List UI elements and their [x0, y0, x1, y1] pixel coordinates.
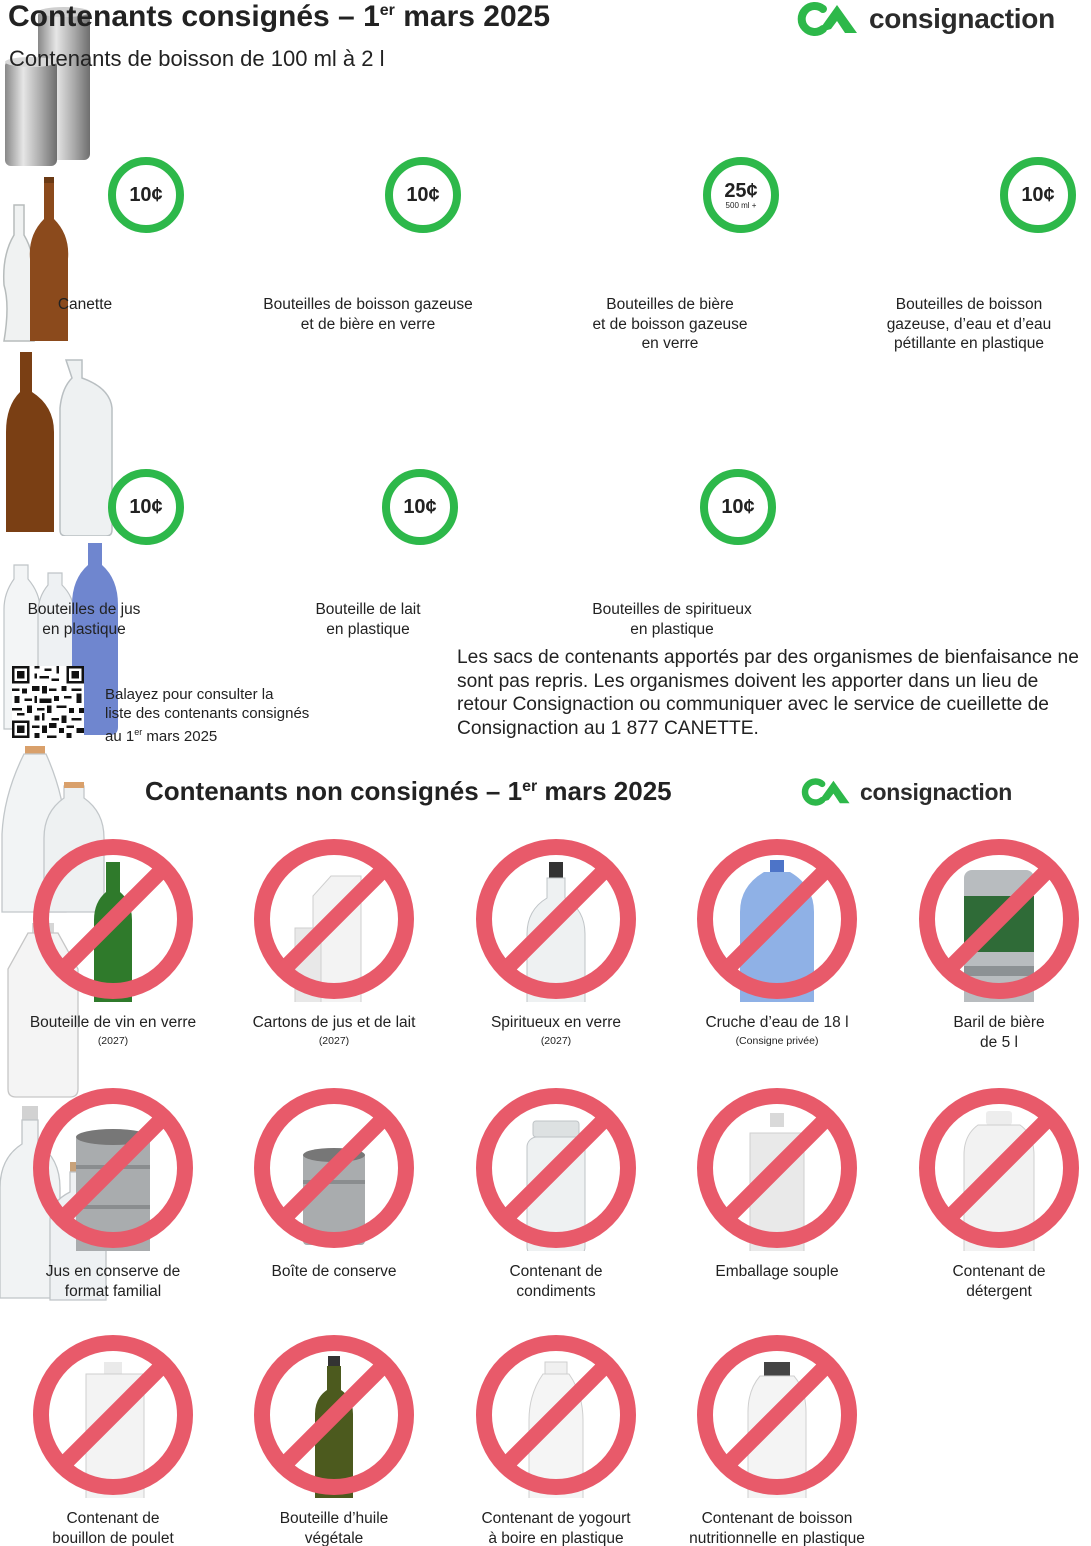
deposit-item-spirits-bottles: 10¢ Bouteilles de spiritueux en plastique [0, 1104, 1091, 1309]
non-deposit-label [884, 1262, 1091, 1301]
non-deposit-label [0, 1509, 228, 1546]
wine-bottle-icon [30, 836, 196, 1002]
label-note: (2027) [97, 1034, 129, 1047]
consignaction-logo-icon [798, 777, 856, 807]
label-line: Bouteille d’huile [279, 1510, 389, 1527]
no-deposit-symbol [251, 1332, 417, 1498]
page-subtitle: Contenants de boisson de 100 ml à 2 l [9, 46, 385, 71]
no-deposit-symbol [30, 836, 196, 1002]
brand-logo-secondary: consignaction [798, 777, 1012, 807]
deposit-amount-badge: 10¢ [700, 469, 776, 545]
no-deposit-symbol [251, 836, 417, 1002]
deposit-amount-badge: 10¢ [382, 469, 458, 545]
water-jug-icon [694, 836, 860, 1002]
label-line: format familial [64, 1282, 162, 1300]
brand-logo: consignaction [793, 1, 1055, 37]
yogurt-bottle-icon [473, 1332, 639, 1498]
qr-code[interactable] [12, 666, 84, 738]
non-deposit-label [219, 1262, 449, 1282]
non-deposit-label [0, 1262, 228, 1301]
broth-carton-icon [30, 1332, 196, 1498]
no-deposit-symbol [473, 1085, 639, 1251]
label-note: (Consigne privée) [735, 1034, 819, 1047]
non-deposit-label [0, 1013, 228, 1049]
no-deposit-symbol [30, 1085, 196, 1251]
label-line: Contenant de [952, 1263, 1046, 1280]
non-deposit-label [662, 1013, 892, 1049]
label-line: Cruche d’eau de 18 l [705, 1014, 849, 1031]
deposit-label: Canette [57, 296, 113, 313]
deposit-amount-badge: 25¢ 500 ml + [703, 157, 779, 233]
label-line: Contenant de yogourt [481, 1510, 631, 1527]
non-deposit-label [441, 1013, 671, 1049]
label-line: Spiritueux en verre [490, 1014, 622, 1031]
deposit-item-milk-bottle: 10¢ Bouteille de lait en plastique [0, 921, 1091, 1104]
non-deposit-label [219, 1509, 449, 1546]
label-line: Baril de bière [953, 1014, 1045, 1031]
non-deposit-label [662, 1262, 892, 1282]
deposit-amount-badge: 10¢ [108, 157, 184, 233]
deposit-item-beer-soda-glass: 25¢ 500 ml + Bouteilles de bière et de boisson gazeuse en verre [0, 350, 1091, 541]
charity-notice: Les sacs de contenants apportés par des organismes de bienfaisance ne sont pas repris. Les organismes doivent les apporter dans un lieu de retour Consignaction ou communiquer avec le service de cueillette de Consignaction au 1 877 CANETTE. [457, 647, 1079, 739]
label-line: Contenant de [509, 1263, 603, 1280]
no-deposit-symbol [251, 1085, 417, 1251]
label-line: condiments [516, 1282, 596, 1300]
label-line: végétale [304, 1529, 364, 1546]
deposit-amount-badge: 10¢ [1000, 157, 1076, 233]
no-deposit-symbol [916, 836, 1082, 1002]
label-line: à boire en plastique [488, 1529, 624, 1546]
no-deposit-symbol [473, 1332, 639, 1498]
non-deposit-label [884, 1013, 1091, 1052]
beer-keg-icon [916, 836, 1082, 1002]
large-can-icon [30, 1085, 196, 1251]
non-deposit-label [662, 1509, 892, 1546]
non-deposit-label [441, 1262, 671, 1301]
deposit-item-plastic-bottles: 10¢ Bouteilles de boisson gazeuse, d’eau et d’eau pétillante en plastique [0, 541, 1091, 744]
qr-caption: Balayez pour consulter la liste des contenants consignés au 1er mars 2025 [105, 686, 310, 745]
label-line: Emballage souple [715, 1263, 839, 1280]
spirits-bottle-icon [473, 836, 639, 1002]
nutrition-bottle-icon [694, 1332, 860, 1498]
pouch-icon [694, 1085, 860, 1251]
non-deposit-title: Contenants non consignés – 1er mars 2025 [145, 776, 672, 806]
consignaction-logo-icon [793, 1, 865, 37]
oil-bottle-icon [251, 1332, 417, 1498]
no-deposit-symbol [694, 1085, 860, 1251]
deposit-item-glass-soda-beer: 10¢ Bouteilles de boisson gazeuse et de bière en verre [0, 175, 1091, 350]
label-line: nutritionnelle en plastique [689, 1529, 865, 1546]
deposit-amount-badge: 10¢ [108, 469, 184, 545]
no-deposit-symbol [694, 1332, 860, 1498]
glass-bottles-icon [0, 175, 80, 345]
label-line: Contenant de [66, 1510, 160, 1527]
label-line: Jus en conserve de [45, 1263, 181, 1280]
label-note: (2027) [540, 1034, 572, 1047]
label-line: de 5 l [980, 1033, 1018, 1051]
no-deposit-symbol [694, 836, 860, 1002]
label-note: (2027) [318, 1034, 350, 1047]
label-line: Contenant de boisson [701, 1510, 853, 1527]
no-deposit-symbol [473, 836, 639, 1002]
glass-jar-icon [473, 1085, 639, 1251]
detergent-icon [916, 1085, 1082, 1251]
non-deposit-label [219, 1013, 449, 1049]
label-line: bouillon de poulet [52, 1529, 174, 1546]
juice-carton-icon [251, 836, 417, 1002]
label-line: Boîte de conserve [271, 1263, 397, 1280]
no-deposit-symbol [916, 1085, 1082, 1251]
tin-can-icon [251, 1085, 417, 1251]
label-line: détergent [966, 1282, 1032, 1300]
non-deposit-label [441, 1509, 671, 1546]
deposit-amount-badge: 10¢ [385, 157, 461, 233]
no-deposit-symbol [30, 1332, 196, 1498]
beer-bottles-icon [0, 350, 116, 536]
deposit-item-juice-bottles: 10¢ Bouteilles de jus en plastique [0, 744, 1091, 921]
label-line: Cartons de jus et de lait [252, 1014, 416, 1031]
page-title: Contenants consignés – 1er mars 2025 [8, 0, 551, 33]
label-line: Bouteille de vin en verre [29, 1014, 197, 1031]
